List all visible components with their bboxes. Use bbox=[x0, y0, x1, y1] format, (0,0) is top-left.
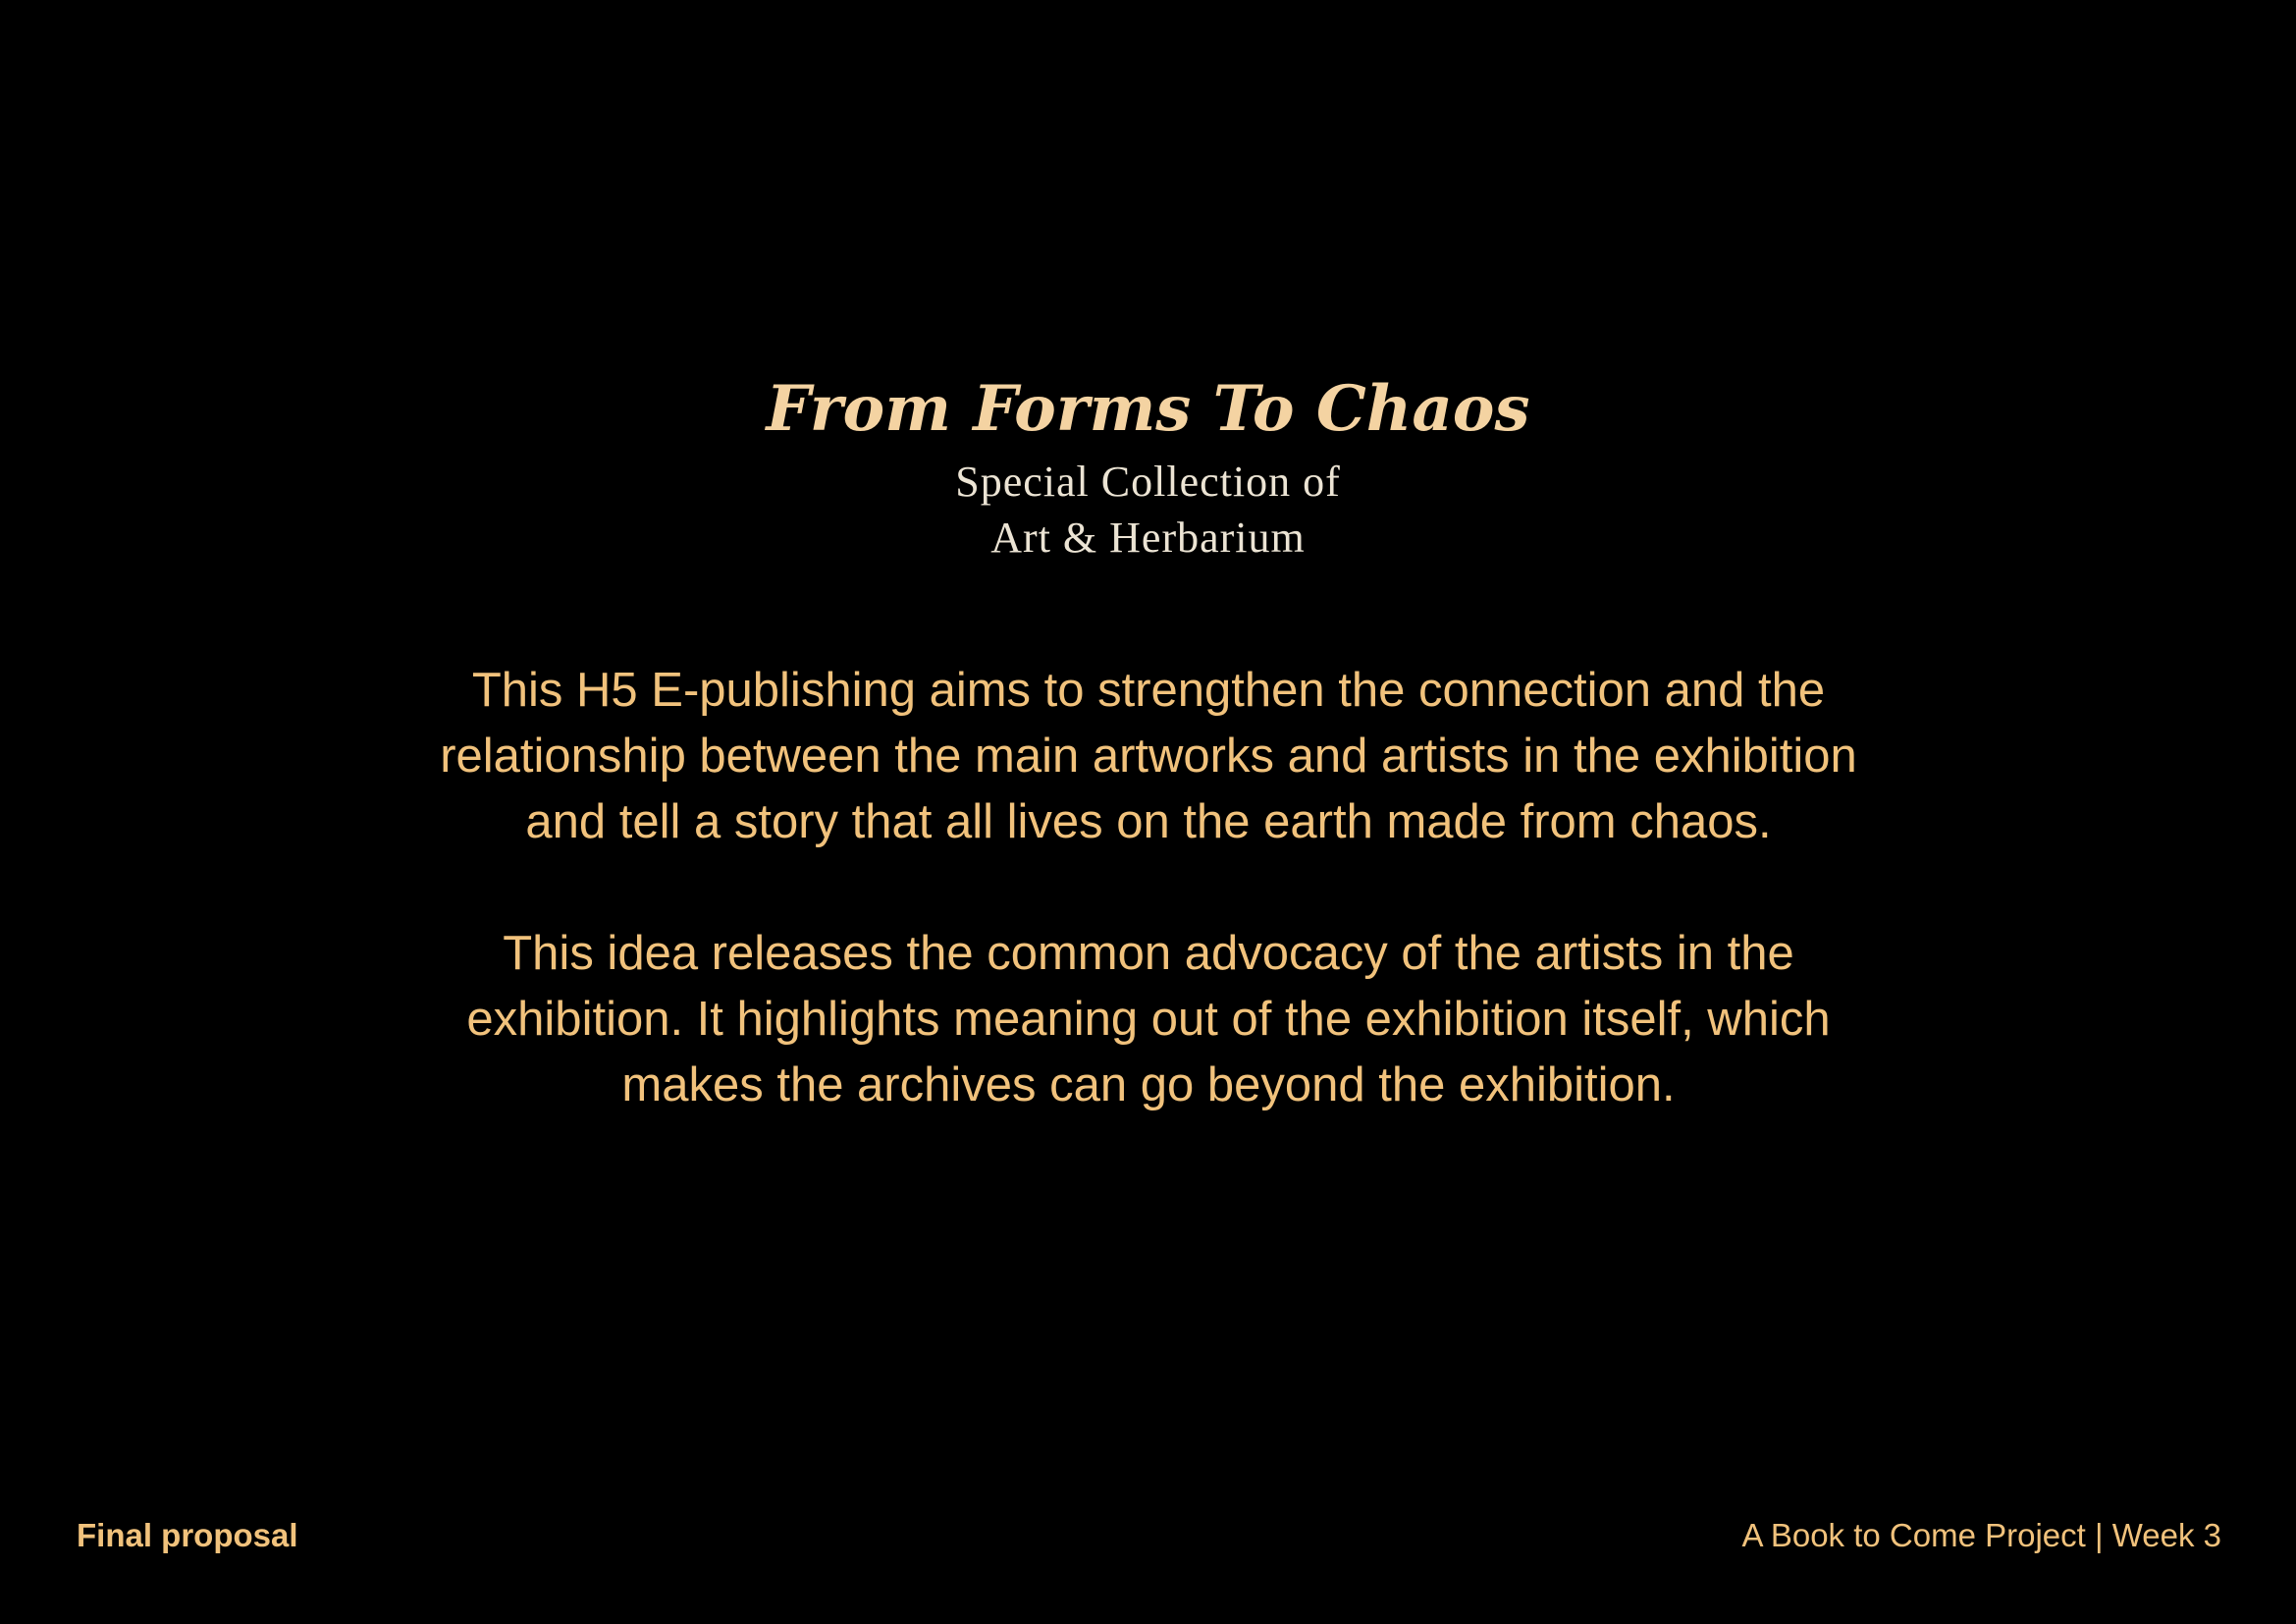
footer-project-info: A Book to Come Project | Week 3 bbox=[1741, 1517, 2221, 1553]
slide-title: From Forms To Chaos bbox=[766, 372, 1530, 446]
title-block bbox=[0, 365, 2296, 566]
subtitle-line-2: Art & Herbarium bbox=[990, 514, 1306, 562]
paragraph-1: This H5 E-publishing aims to strengthen the connection and the relationship between the main artworks and artists in the exhibition and tell a story that all lives on the earth made from chaos. bbox=[440, 664, 1857, 848]
footer-label: Final proposal bbox=[77, 1517, 298, 1553]
body-text bbox=[402, 658, 1895, 1184]
subtitle-line-1: Special Collection of bbox=[955, 458, 1341, 506]
paragraph-2: This idea releases the common advocacy of the artists in the exhibition. It highlights meaning out of the exhibition itself, which makes the archives can go beyond the exhibition. bbox=[466, 927, 1831, 1111]
